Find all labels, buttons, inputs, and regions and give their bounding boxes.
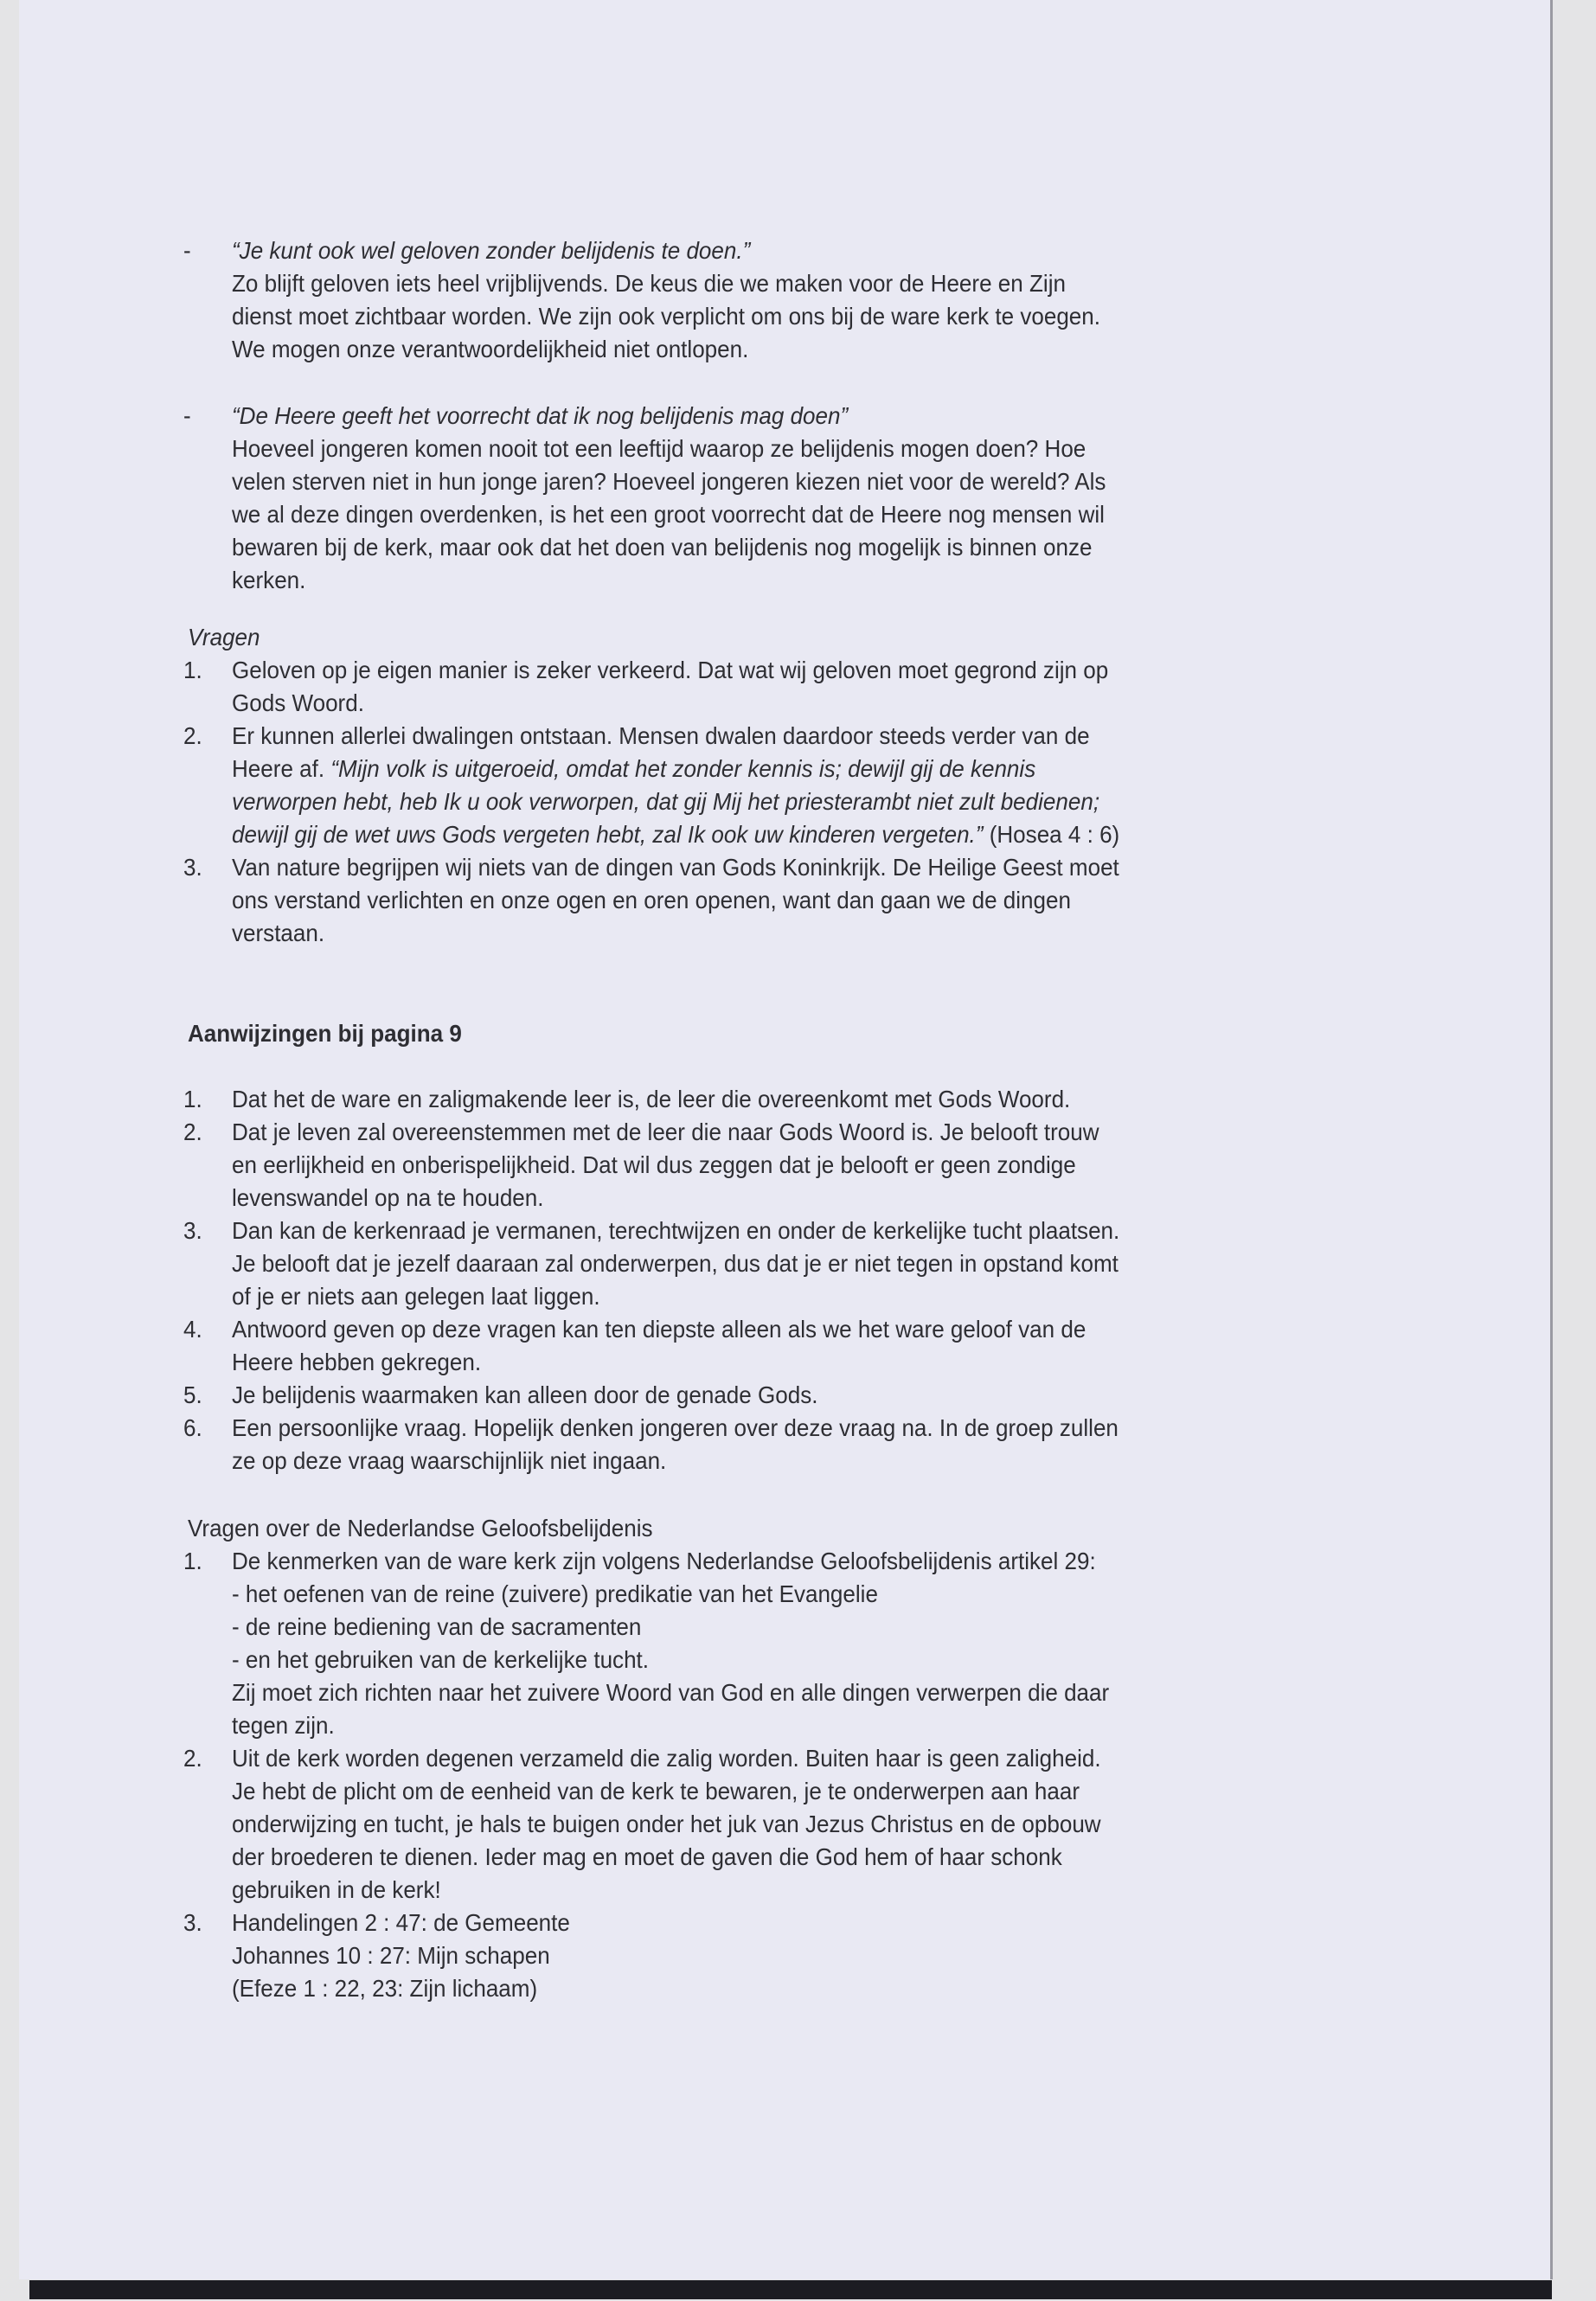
italic-text: “Mijn volk is uitgeroeid, omdat het zonder kennis is; dewijl gij de kennis bbox=[330, 755, 1036, 782]
text-span: De kenmerken van de ware kerk zijn volgens Nederlandse Geloofsbelijdenis artikel 29: bbox=[232, 1548, 1096, 1574]
paragraph-line bbox=[232, 433, 1086, 465]
text-span: Je hebt de plicht om de eenheid van de kerk te bewaren, je te onderwerpen aan haar bbox=[232, 1778, 1080, 1804]
italic-text: verworpen hebt, heb Ik u ook verworpen, dat gij Mij het priesterambt niet zult bedienen; bbox=[232, 788, 1100, 815]
list-item-line bbox=[232, 1808, 1101, 1841]
text-span: Gods Woord. bbox=[232, 689, 364, 716]
text-span: Zij moet zich richten naar het zuivere Woord van God en alle dingen verwerpen die daar bbox=[232, 1679, 1110, 1706]
scanned-page bbox=[19, 0, 1553, 2279]
text-span: Heere hebben gekregen. bbox=[232, 1349, 482, 1375]
text-span: velen sterven niet in hun jonge jaren? Hoeveel jongeren kiezen niet voor de wereld? Als bbox=[232, 468, 1106, 495]
list-item-line bbox=[232, 1083, 1070, 1116]
text-span: We mogen onze verantwoordelijkheid niet ontlopen. bbox=[232, 336, 749, 362]
paragraph-line bbox=[232, 234, 750, 267]
text-span: Handelingen 2 : 47: de Gemeente bbox=[232, 1909, 570, 1936]
list-item-line bbox=[232, 1611, 641, 1644]
text-span: - het oefenen van de reine (zuivere) predikatie van het Evangelie bbox=[232, 1580, 878, 1607]
list-item-line bbox=[232, 687, 364, 720]
list-item-line bbox=[232, 1874, 441, 1907]
paragraph-line bbox=[232, 531, 1092, 564]
list-item-line bbox=[232, 1644, 649, 1676]
paragraph-line bbox=[232, 267, 1066, 300]
text-span: dienst moet zichtbaar worden. We zijn ook verplicht om ons bij de ware kerk te voegen. bbox=[232, 303, 1101, 330]
list-item-line bbox=[232, 654, 1108, 687]
list-number: 3. bbox=[183, 854, 202, 881]
list-item-line bbox=[232, 1116, 1099, 1149]
paragraph-line bbox=[232, 564, 305, 597]
paragraph-line bbox=[232, 300, 1100, 333]
list-item-line bbox=[232, 1939, 550, 1972]
subheading: Vragen over de Nederlandse Geloofsbelijdenis bbox=[188, 1515, 653, 1541]
text-span: Hoeveel jongeren komen nooit tot een leeftijd waarop ze belijdenis mogen doen? Hoe bbox=[232, 435, 1086, 462]
list-item-line bbox=[232, 1709, 335, 1742]
list-item-line bbox=[232, 1676, 1109, 1709]
list-item-line bbox=[232, 917, 324, 950]
italic-text: dewijl gij de wet uws Gods vergeten hebt, zal Ik ook uw kinderen vergeten.” bbox=[232, 821, 984, 848]
text-span: levenswandel op na te houden. bbox=[232, 1184, 544, 1211]
list-item-line bbox=[232, 1841, 1062, 1874]
text-span: Zo blijft geloven iets heel vrijblijvends. De keus die we maken voor de Heere en Zijn bbox=[232, 270, 1066, 297]
list-item-line bbox=[232, 1412, 1118, 1445]
text-span: (Hosea 4 : 6) bbox=[983, 821, 1120, 848]
list-number: 1. bbox=[183, 657, 202, 683]
text-span: bewaren bij de kerk, maar ook dat het doen van belijdenis nog mogelijk is binnen onze bbox=[232, 534, 1093, 561]
list-item-line bbox=[232, 1578, 878, 1611]
list-number: 1. bbox=[183, 1548, 202, 1574]
text-span: Dat je leven zal overeenstemmen met de leer die naar Gods Woord is. Je belooft trouw bbox=[232, 1118, 1099, 1145]
italic-text: “Je kunt ook wel geloven zonder belijdenis te doen.” bbox=[232, 237, 751, 264]
text-span: (Efeze 1 : 22, 23: Zijn lichaam) bbox=[232, 1975, 538, 2002]
list-item-line bbox=[232, 851, 1119, 884]
list-number: 2. bbox=[183, 1745, 202, 1772]
text-span: onderwijzing en tucht, je hals te buigen onder het juk van Jezus Christus en de opbouw bbox=[232, 1811, 1101, 1837]
list-item-line bbox=[232, 884, 1071, 917]
text-span: Je belijdenis waarmaken kan alleen door de genade Gods. bbox=[232, 1381, 818, 1408]
paragraph-line bbox=[232, 400, 848, 433]
list-item-line bbox=[232, 1972, 537, 2005]
list-item-line bbox=[232, 1280, 600, 1313]
text-span: ze op deze vraag waarschijnlijk niet ingaan. bbox=[232, 1447, 667, 1474]
list-item-line bbox=[232, 818, 1119, 851]
text-span: Geloven op je eigen manier is zeker verkeerd. Dat wat wij geloven moet gegrond zijn op bbox=[232, 657, 1109, 683]
italic-text: “De Heere geeft het voorrecht dat ik nog belijdenis mag doen” bbox=[232, 402, 849, 429]
text-span: Er kunnen allerlei dwalingen ontstaan. Mensen dwalen daardoor steeds verder van de bbox=[232, 722, 1090, 749]
text-span: of je er niets aan gelegen laat liggen. bbox=[232, 1283, 600, 1310]
paragraph-line bbox=[232, 498, 1105, 531]
list-item-line bbox=[232, 1445, 666, 1477]
list-item-line bbox=[232, 753, 1035, 785]
text-span: Van nature begrijpen wij niets van de dingen van Gods Koninkrijk. De Heilige Geest moet bbox=[232, 854, 1119, 881]
text-span: Uit de kerk worden degenen verzameld die zalig worden. Buiten haar is geen zaligheid. bbox=[232, 1745, 1101, 1772]
list-number: 4. bbox=[183, 1316, 202, 1343]
section-heading: Aanwijzingen bij pagina 9 bbox=[188, 1020, 462, 1047]
list-item-line bbox=[232, 1379, 817, 1412]
paragraph-line bbox=[232, 333, 748, 366]
list-item-line bbox=[232, 1313, 1086, 1346]
text-span: tegen zijn. bbox=[232, 1712, 335, 1739]
list-item-line bbox=[232, 1346, 481, 1379]
text-span: Johannes 10 : 27: Mijn schapen bbox=[232, 1942, 550, 1969]
text-span: verstaan. bbox=[232, 920, 325, 946]
list-item-line bbox=[232, 1182, 544, 1215]
text-span: - de reine bediening van de sacramenten bbox=[232, 1613, 642, 1640]
text-span: en eerlijkheid en onberispelijkheid. Dat wil dus zeggen dat je belooft er geen zondige bbox=[232, 1151, 1076, 1178]
text-span: we al deze dingen overdenken, is het een groot voorrecht dat de Heere nog mensen wil bbox=[232, 501, 1105, 528]
list-number: 3. bbox=[183, 1909, 202, 1936]
list-number: 3. bbox=[183, 1217, 202, 1244]
text-span: kerken. bbox=[232, 567, 306, 593]
text-span: ons verstand verlichten en onze ogen en oren openen, want dan gaan we de dingen bbox=[232, 887, 1071, 913]
list-number: 1. bbox=[183, 1086, 202, 1112]
list-item-line bbox=[232, 1775, 1080, 1808]
list-item-line bbox=[232, 1215, 1119, 1247]
bullet-marker: - bbox=[183, 402, 191, 429]
text-span: der broederen te dienen. Ieder mag en moet de gaven die God hem of haar schonk bbox=[232, 1843, 1062, 1870]
paragraph-line bbox=[232, 465, 1106, 498]
list-number: 6. bbox=[183, 1414, 202, 1441]
bullet-marker: - bbox=[183, 237, 191, 264]
list-item-line bbox=[232, 1742, 1101, 1775]
text-span: Dan kan de kerkenraad je vermanen, terechtwijzen en onder de kerkelijke tucht plaatsen. bbox=[232, 1217, 1120, 1244]
list-number: 2. bbox=[183, 722, 202, 749]
list-item-line bbox=[232, 1545, 1096, 1578]
text-span: Heere af. bbox=[232, 755, 331, 782]
list-number: 2. bbox=[183, 1118, 202, 1145]
list-item-line bbox=[232, 785, 1099, 818]
list-item-line bbox=[232, 720, 1090, 753]
list-item-line bbox=[232, 1907, 570, 1939]
list-item-line bbox=[232, 1247, 1118, 1280]
text-span: Dat het de ware en zaligmakende leer is, de leer die overeenkomt met Gods Woord. bbox=[232, 1086, 1071, 1112]
subheading: Vragen bbox=[188, 624, 260, 651]
list-item-line bbox=[232, 1149, 1076, 1182]
text-span: - en het gebruiken van de kerkelijke tucht. bbox=[232, 1646, 650, 1673]
scan-edge-band bbox=[29, 2280, 1552, 2299]
text-span: Een persoonlijke vraag. Hopelijk denken jongeren over deze vraag na. In de groep zullen bbox=[232, 1414, 1118, 1441]
text-span: Antwoord geven op deze vragen kan ten diepste alleen als we het ware geloof van de bbox=[232, 1316, 1086, 1343]
text-span: gebruiken in de kerk! bbox=[232, 1876, 441, 1903]
text-span: Je belooft dat je jezelf daaraan zal onderwerpen, dus dat je er niet tegen in opstand komt bbox=[232, 1250, 1118, 1277]
list-number: 5. bbox=[183, 1381, 202, 1408]
